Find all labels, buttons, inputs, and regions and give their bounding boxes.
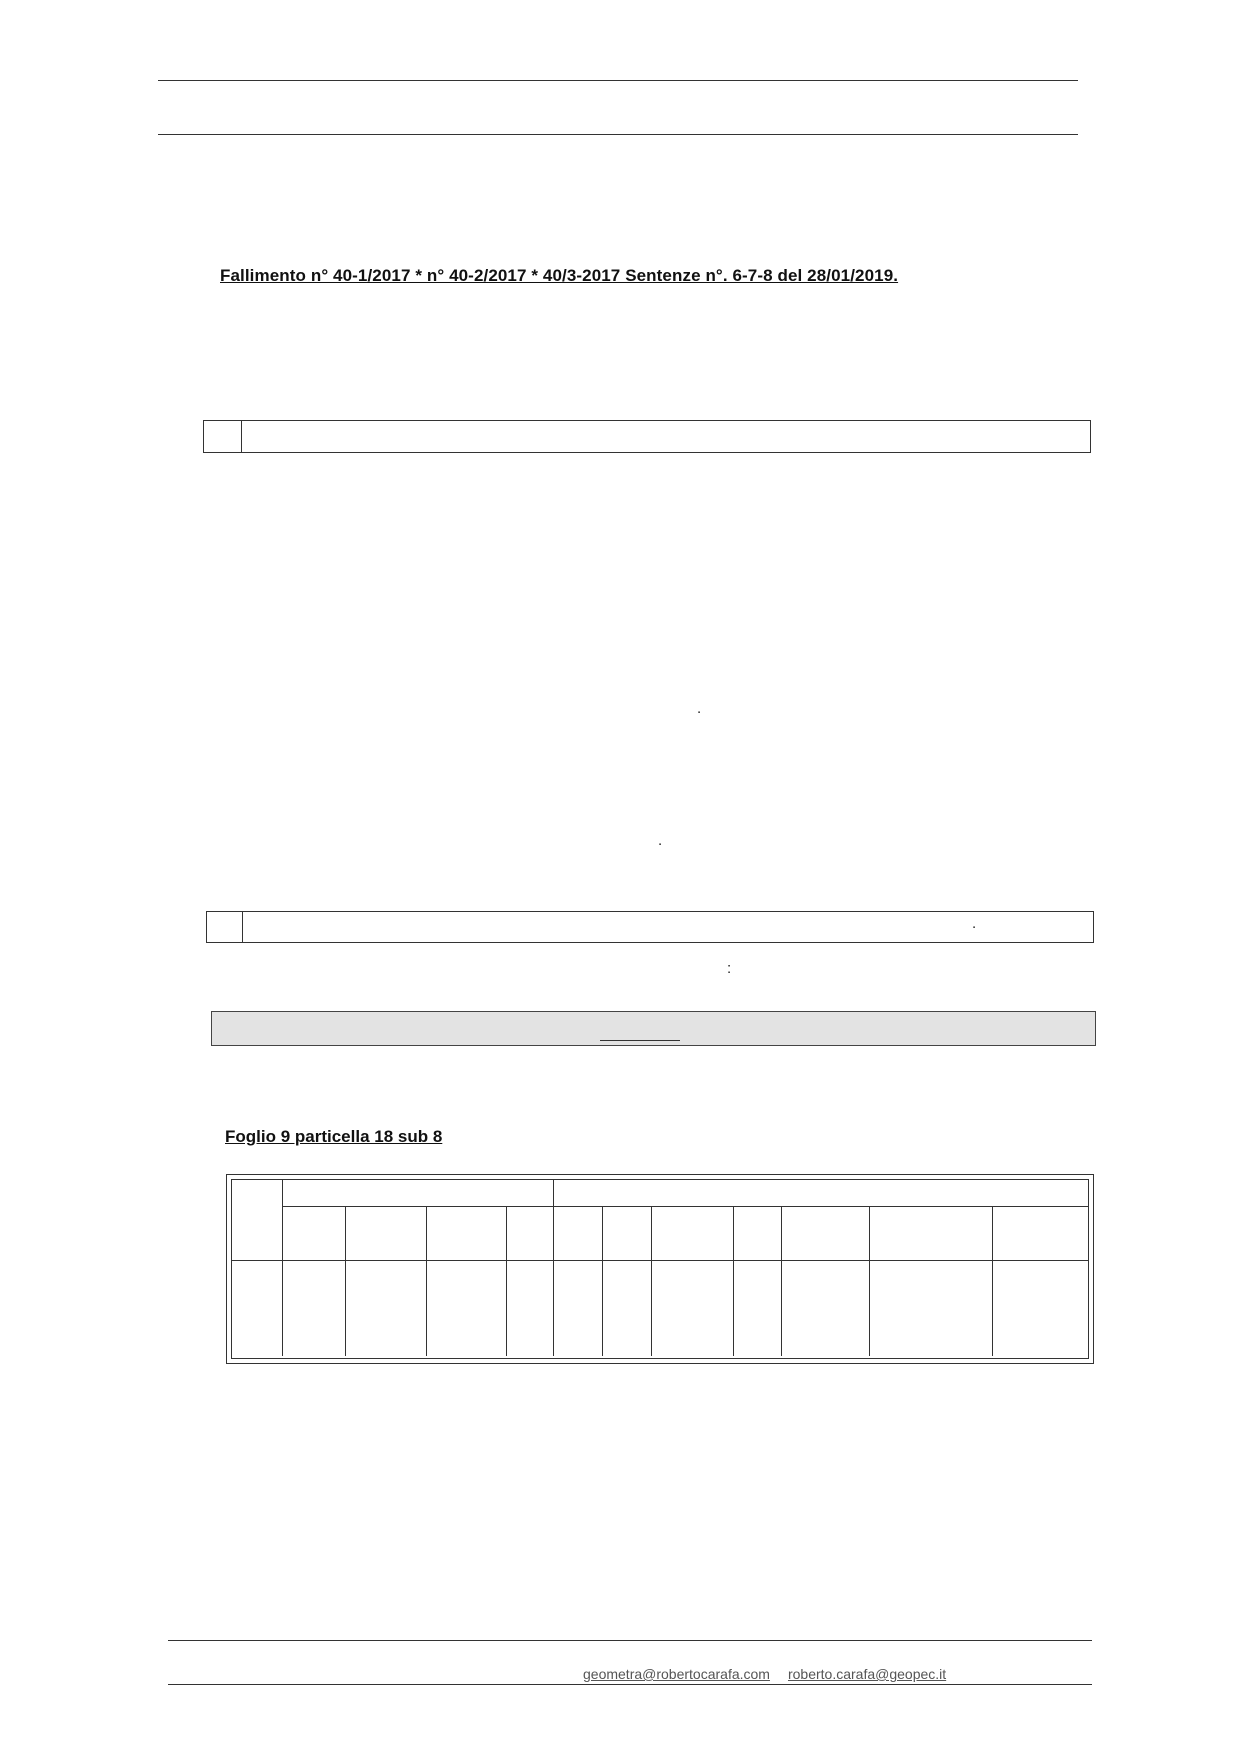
- section-box-1-number-cell: [204, 421, 242, 452]
- section-box-2-dot: .: [972, 915, 977, 932]
- footer-contacts: [583, 1666, 946, 1682]
- body-dot-1: .: [697, 700, 702, 717]
- footer-rule-bottom: [168, 1684, 1092, 1685]
- table-col-line: [602, 1206, 603, 1356]
- table-col-line: [506, 1206, 507, 1356]
- footer-email-1[interactable]: geometra@robertocarafa.com: [583, 1666, 770, 1682]
- table-col-line: [781, 1206, 782, 1356]
- section-box-1: [203, 420, 1091, 453]
- table-col-line: [869, 1206, 870, 1356]
- footer-rule-top: [168, 1640, 1092, 1641]
- table-header-divider: [282, 1206, 1088, 1207]
- table-body-divider: [232, 1260, 1088, 1261]
- header-rule-bottom: [158, 134, 1078, 135]
- body-colon: :: [727, 960, 732, 977]
- table-col-line: [426, 1206, 427, 1356]
- header-rule-top: [158, 80, 1078, 81]
- table-col-line: [992, 1206, 993, 1356]
- document-title: Fallimento n° 40-1/2017 * n° 40-2/2017 * 40/3-2017 Sentenze n°. 6-7-8 del 28/01/2019.: [220, 266, 899, 285]
- table-col-line: [282, 1180, 283, 1356]
- cadastral-table: [226, 1174, 1094, 1364]
- section-box-2: [206, 911, 1094, 943]
- body-dot-2: .: [658, 832, 663, 849]
- table-col-line: [345, 1206, 346, 1356]
- section-box-2-number-cell: [207, 912, 243, 942]
- footer-email-2[interactable]: roberto.carafa@geopec.it: [787, 1666, 947, 1682]
- parcel-subtitle: Foglio 9 particella 18 sub 8: [225, 1127, 443, 1146]
- grey-heading-underline: [600, 1040, 680, 1041]
- grey-heading-box: [211, 1011, 1096, 1046]
- table-col-line: [553, 1180, 554, 1356]
- table-col-line: [733, 1206, 734, 1356]
- cadastral-table-inner: [231, 1179, 1089, 1359]
- table-col-line: [651, 1206, 652, 1356]
